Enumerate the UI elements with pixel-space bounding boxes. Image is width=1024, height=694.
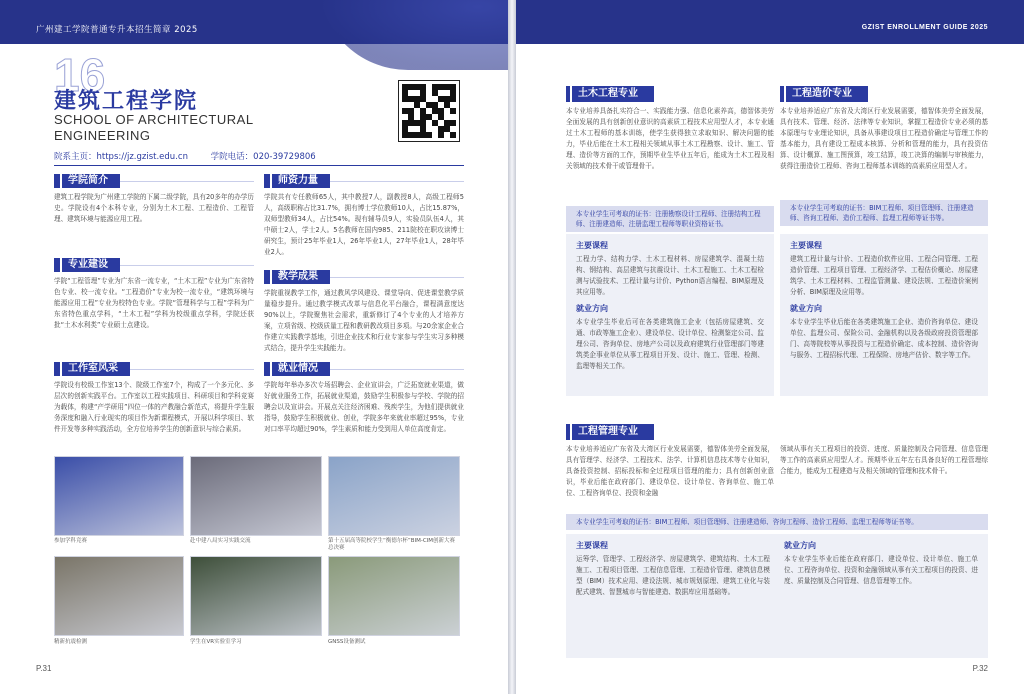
mgmt-info-box: [566, 534, 988, 658]
section-head-teaching: [264, 270, 464, 284]
photo-caption: 第十五届高等院校学生“衡德尔杯”BIM-CIM创新大赛总决赛: [328, 538, 456, 551]
cost-cert-box: 本专业学生可考取的证书：BIM工程师、项目管理师、注册建造师、咨询工程师、造价工程师、监理工程师等证书等。: [780, 200, 988, 226]
header-decoration: [318, 0, 508, 70]
photo-caption: 学生在VR实验室学习: [190, 639, 242, 645]
section-title-intro: 学院简介: [62, 174, 120, 188]
mgmt-jobs-title: 就业方向: [784, 541, 816, 550]
faculty-text: 学院共有专任教师65人，其中教授7人，副教授8人，高级工程师5人，高级职称占比31.7%，拥有博士学位教师10人，占比15.87%，双师型教师34人，占比54%。现有辅导员9人，实验员队伍4人，其中硕士2人，学士2人。5名教师在国内985、211院校在职攻读博士研究生，预计25年毕业1人，26年毕业1人，27年毕业1人，28年毕业2人。: [264, 193, 464, 256]
teaching-text: 学院重视教学工作，通过教风学风建设、课堂导向、促进课堂教学质量稳步提升。通过教学模式改革与信息化平台融合，课程满意度达90%以上，学院聚焦社会需求，重新修订了4个专业的人才培养方案，立项省级、校级质量工程和教研教改项目多项。与20余家企业合作建立实践教学基地，引进企业技术和行业专家参与学生实习多种模式结合，提升学生实践能力。: [264, 289, 464, 352]
left-header-bar: [0, 0, 508, 44]
section-title-teaching: 教学成果: [272, 270, 330, 284]
majors-text: 学院“工程管理”专业为广东省一流专业，“土木工程”专业为广东省特色专业、校一流专业。“工程造价”专业为校一流专业，“建筑环境与能源应用工程”专业为校特色专业。学院“管理科学与工程”学科为广东省特色重点学科，“土木工程”学科为校级重点学科，学院还获批“土木水利类”专业硕士点建设。: [54, 277, 254, 329]
college-name-en: SCHOOL OF ARCHITECTURAL ENGINEERING: [54, 112, 254, 143]
civil-intro: 本专业培养具备扎实符合一、实践能力强、信息化素养高，德智体美劳全面发展的具有创新创业意识的高素质工程技术应用型人才，本专业通过土木工程师的基本训练，使学生获得独立求取知识、解决问题的能力，毕业后能在土木工程相关领域从事土木工程勘察、设计、施工、管理、造价等方面的工作，预期毕业生毕业五年后，能成为土木工程及相关领域的技术骨干或管理骨干。: [566, 107, 774, 170]
college-number: 16: [54, 49, 106, 101]
major-head-mgmt: [566, 424, 654, 440]
section-head-faculty: [264, 174, 464, 188]
mgmt-jobs-col: [784, 540, 978, 652]
book-spine: [508, 0, 516, 694]
mgmt-intro-right: 领域从事有关工程项目的投资、进度、质量控制及合同管理、信息管理等工作的高素质应用型人才。预期毕业五年左右具备良好的工程管理综合能力，能成为工程建造与及相关领域的管理和技术骨干。: [780, 445, 988, 475]
section-title-studio: 工作室风采: [62, 362, 130, 376]
major-title-cost: 工程造价专业: [786, 86, 868, 102]
photo-gnss: [328, 556, 460, 636]
cost-jobs: 本专业学生毕业后能在各类建筑施工企业、造价咨询单位、建设单位、监理公司、保险公司、金融机构以及各级政府投资管理部门、高等院校等从事投资与工程造价确定、成本控制、造价咨询与服务、工程招标代理、工程保险、房地产估价、数字等工作。: [790, 318, 978, 359]
photo-caption: 参加学科竞赛: [54, 538, 88, 544]
employment-text: 学院每年举办多次专场招聘会、企业宣讲会，广泛拓宽就业渠道，做好就业服务工作，拓展就业渠道，鼓励学生积极参与学校、学院的招聘会以及宣讲会。开展点关注经济困难、残疾学生，为他们提供就业指导，鼓励学生积极就业、创业，学院多年来就业率超过95%，专业对口率平均超过90%，学生素质和能力受到用人单位高度肯定。: [264, 381, 464, 433]
civil-cert-box: 本专业学生可考取的证书：注册勘察设计工程师、注册结构工程师、注册建造师、注册监理工程师等职业资格证书。: [566, 206, 774, 232]
cost-jobs-title: 就业方向: [790, 304, 822, 313]
section-head-studio: [54, 362, 254, 376]
college-name: 建筑工程学院: [54, 89, 199, 114]
photo-caption: 赴中建八局实习实践交流: [190, 538, 251, 544]
cost-info-box: [780, 234, 988, 396]
mgmt-courses-title: 主要课程: [576, 541, 608, 550]
section-head-majors: [54, 258, 254, 272]
photo-vr-lab: [190, 556, 322, 636]
mgmt-courses: 运筹学、管理学、工程经济学、房屋建筑学、建筑结构、土木工程施工、工程项目管理、工程信息管理、工程造价管理、建筑信息模型（BIM）技术应用、建设法规、城市规划原理、建筑工业化与装配式建筑、智慧城市与智能建造、数据库应用基础等。: [576, 555, 770, 596]
major-head-cost: [780, 86, 868, 102]
photo-internship: [190, 456, 322, 536]
section-title-majors: 专业建设: [62, 258, 120, 272]
page-number-right: P.32: [972, 664, 988, 673]
civil-jobs-title: 就业方向: [576, 304, 608, 313]
civil-courses-title: 主要课程: [576, 241, 608, 250]
major-title-civil: 土木工程专业: [572, 86, 654, 102]
photo-caption: GNSS设备测试: [328, 639, 366, 645]
studio-text: 学院设有校级工作室13个、院级工作室7个，构成了一个多元化、多层次的创新实践平台。工作室以工程实践项目、科研项目和学科竞赛为载体，构建“产学研用”四位一体的产教融合新范式，将提升学生服务深度和融入行业现实的项目作为新课程模式，开展以科学项目、软件开发等多种实践活动，全方位培养学生的创新意识与综合素质。: [54, 381, 254, 433]
right-page: [516, 0, 1024, 694]
intro-text: 建筑工程学院为广州建工学院的下属二级学院，具有20多年的办学历史。学院设有4个本科专业，分别为土木工程、工程造价、工程管理、建筑环境与能源应用工程。: [54, 193, 254, 223]
right-header-bar: [516, 0, 1024, 44]
cost-courses: 建筑工程计量与计价、工程造价软件应用、工程合同管理、工程造价管理、工程项目管理、工程经济学、工程估价概论、房屋建筑学、土木工程材料、工程监管测量、建设法规、工程造价案例分析、BIM原理及应用等。: [790, 255, 978, 296]
homepage-link[interactable]: 院系主页：https://jz.gzist.edu.cn: [54, 152, 188, 162]
right-header-title: GZIST ENROLLMENT GUIDE 2025: [861, 24, 988, 31]
cost-courses-title: 主要课程: [790, 241, 822, 250]
qr-code-icon[interactable]: [398, 80, 460, 142]
phone-text: 学院电话：020-39729806: [210, 152, 316, 162]
major-title-mgmt: 工程管理专业: [572, 424, 654, 440]
left-page: [0, 0, 508, 694]
photo-bim-contest: [328, 456, 460, 536]
section-head-employment: [264, 362, 464, 376]
mgmt-jobs: 本专业学生毕业后能在政府部门、建设单位、设计单位、施工单位、工程咨询单位、投资和金融领域从事有关工程项目的投资、进度、质量控制及合同管理、信息管理等工作。: [784, 555, 978, 585]
section-head-intro: [54, 174, 254, 188]
contact-bar: [54, 150, 464, 166]
photo-caption: 精新抗震检测: [54, 639, 88, 645]
left-header-title: 广州建工学院普通专升本招生简章 2025: [36, 25, 198, 35]
civil-courses: 工程力学、结构力学、土木工程材料、房屋建筑学、混凝土结构、钢结构、高层建筑与抗震设计、土木工程施工、土木工程检测与试验技术、工程计量与计价、Python语言编程、BIM原理及其应用等。: [576, 255, 764, 296]
photo-competition: [54, 456, 184, 536]
civil-info-box: [566, 234, 774, 396]
photo-competition-image: [55, 457, 183, 535]
page-number-left: P.31: [36, 664, 52, 673]
mgmt-cert-box: 本专业学生可考取的证书：BIM工程师、项目管理师、注册建造师、咨询工程师、造价工程师、监理工程师等证书等。: [566, 514, 988, 530]
photo-seismic: [54, 556, 184, 636]
mgmt-intro-left: 本专业培养适应广东省及大湾区行业发展需要，德智体美劳全面发展，具有管理学、经济学、工程技术、法学、计算机信息技术等专业知识，具备投资控制、招标投标和全过程项目管理的能力；具有创新创业意识，毕业后能在政府部门、建设单位、设计单位、咨询单位、施工单位、工程咨询单位、投资和金融: [566, 445, 774, 497]
mgmt-courses-col: [576, 540, 770, 652]
cost-intro: 本专业培养适应广东省及大湾区行业发展需要，德智体美劳全面发展，具有技术、管理、经济、法律等专业知识，掌握工程造价专业必须的基本原理与专业理论知识，具备从事建设项目工程造价确定与管理工作的基本能力，具有建设工程成本核算、分析和管理的能力，具有投资估算、设计概算、施工图预算，竣工结算，竣工决算的编制与审核能力，获得注册造价工程师、咨询工程师基本训练的高素质应用型人才。: [780, 107, 988, 170]
major-head-civil: [566, 86, 654, 102]
section-title-faculty: 师资力量: [272, 174, 330, 188]
section-title-employment: 就业情况: [272, 362, 330, 376]
civil-jobs: 本专业学生毕业后可在各类建筑施工企业（包括房屋建筑、交通、市政等施工企业）、建设单位、设计单位、检测鉴定公司、监理公司、咨询单位、房地产公司以及政府建筑行业管理部门等建筑类企事业单位从事工程项目开发、设计、施工、管理、检测、监理等相关工作。: [576, 318, 764, 370]
